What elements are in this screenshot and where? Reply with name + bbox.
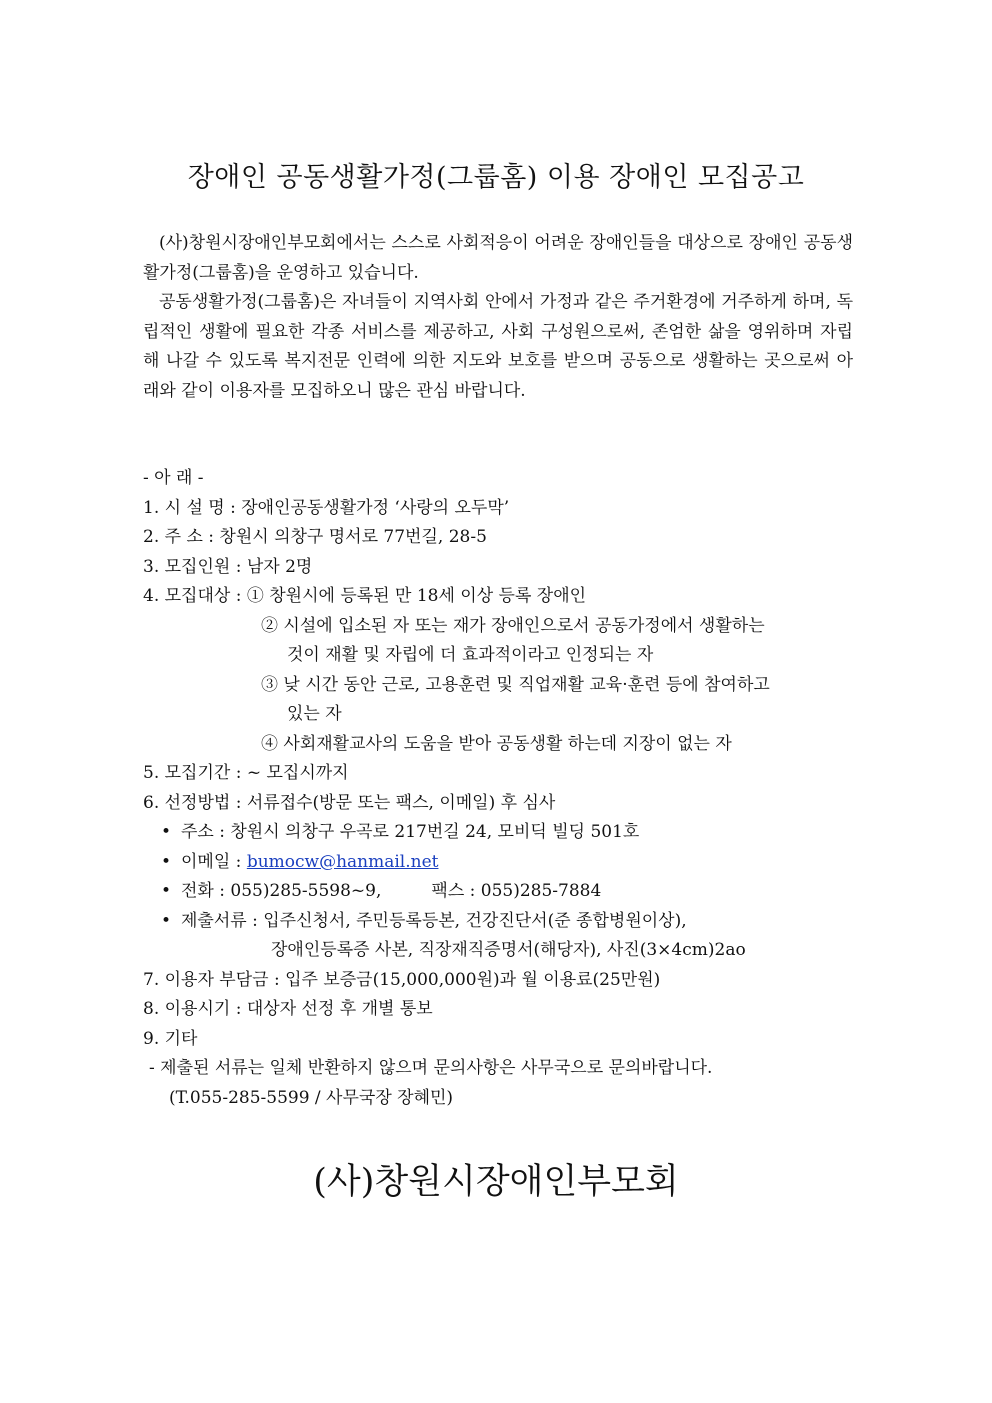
item-target-3a: ③ 낮 시간 동안 근로, 고용훈련 및 직업재활 교육·훈련 등에 참여하고 [261,674,770,695]
page-title: 장애인 공동생활가정(그룹홈) 이용 장애인 모집공고 [187,162,805,193]
documents-text-a: 제출서류 : 입주신청서, 주민등록등본, 건강진단서(준 종합병원이상), [181,910,687,931]
item-target-4: ④ 사회재활교사의 도움을 받아 공동생활 하는데 지장이 없는 자 [261,733,732,754]
notice-header: - 아 래 - [143,468,204,488]
email-link[interactable]: bumocw@hanmail.net [246,851,439,872]
bullet-address [143,818,863,848]
item-user-fee: 7. 이용자 부담금 : 입주 보증금(15,000,000원)과 월 이용료(25만원) [143,969,661,990]
organization-name: (사)창원시장애인부모회 [313,1162,679,1202]
bullet-phone-fax [143,877,863,907]
item-etc: 9. 기타 [143,1028,198,1049]
intro-section [143,229,853,407]
phone-text: 전화 : 055)285-5598~9, [181,881,382,901]
item-etc-contact: (T.055-285-5599 / 사무국장 장혜민) [169,1087,454,1108]
item-target-3b: 있는 자 [287,704,342,724]
bullet-address-text: 주소 : 창원시 의창구 우곡로 217번길 24, 모비딕 빌딩 501호 [181,822,640,842]
item-address: 2. 주 소 : 창원시 의창구 명서로 77번길, 28-5 [143,527,487,547]
item-selection: 6. 선정방법 : 서류접수(방문 또는 팩스, 이메일) 후 심사 [143,792,556,813]
notice-list [143,464,863,1113]
bullet-documents [143,907,863,937]
bullet-icon: • [161,851,172,872]
item-facility-name: 1. 시 설 명 : 장애인공동생활가정 ‘사랑의 오두막’ [143,497,510,518]
item-use-timing: 8. 이용시기 : 대상자 선정 후 개별 통보 [143,999,433,1019]
intro-paragraph-2: 공동생활가정(그룹홈)은 자녀들이 지역사회 안에서 가정과 같은 주거환경에 거주하게 하며, 독립적인 생활에 필요한 각종 서비스를 제공하고, 사회 구성원으로써, 존엄한 삶을 영위하며 자립 해 나갈 수 있도록 복지전문 인력에 의한 지도와 보호를 받으며 공동으로 생활하는 곳으로써 아래와 같이 이용자를 모집하오니 많은 관심 바랍니다. [143,292,853,401]
bullet-icon: • [161,822,172,842]
documents-text-b: 장애인등록증 사본, 직장재직증명서(해당자), 사진(3×4cm)2ao [271,940,746,960]
item-period: 5. 모집기간 : ~ 모집시까지 [143,763,349,783]
fax-text: 팩스 : 055)285-7884 [431,881,602,901]
intro-paragraph-1: (사)창원시장애인부모회에서는 스스로 사회적응이 어려운 장애인들을 대상으로 장애인 공동생활가정(그룹홈)을 운영하고 있습니다. [143,233,853,283]
item-target-1: 4. 모집대상 : ① 창원시에 등록된 만 18세 이상 등록 장애인 [143,586,587,606]
email-label: 이메일 : [181,851,247,872]
item-recruit-count: 3. 모집인원 : 남자 2명 [143,556,313,577]
bullet-icon: • [161,910,172,931]
item-target-2a: ② 시설에 입소된 자 또는 재가 장애인으로서 공동가정에서 생활하는 [261,615,765,636]
item-target-2b: 것이 재활 및 자립에 더 효과적이라고 인정되는 자 [287,645,654,665]
bullet-icon: • [161,881,172,901]
item-etc-note: - 제출된 서류는 일체 반환하지 않으며 문의사항은 사무국으로 문의바랍니다. [149,1058,713,1078]
bullet-email [143,848,863,878]
